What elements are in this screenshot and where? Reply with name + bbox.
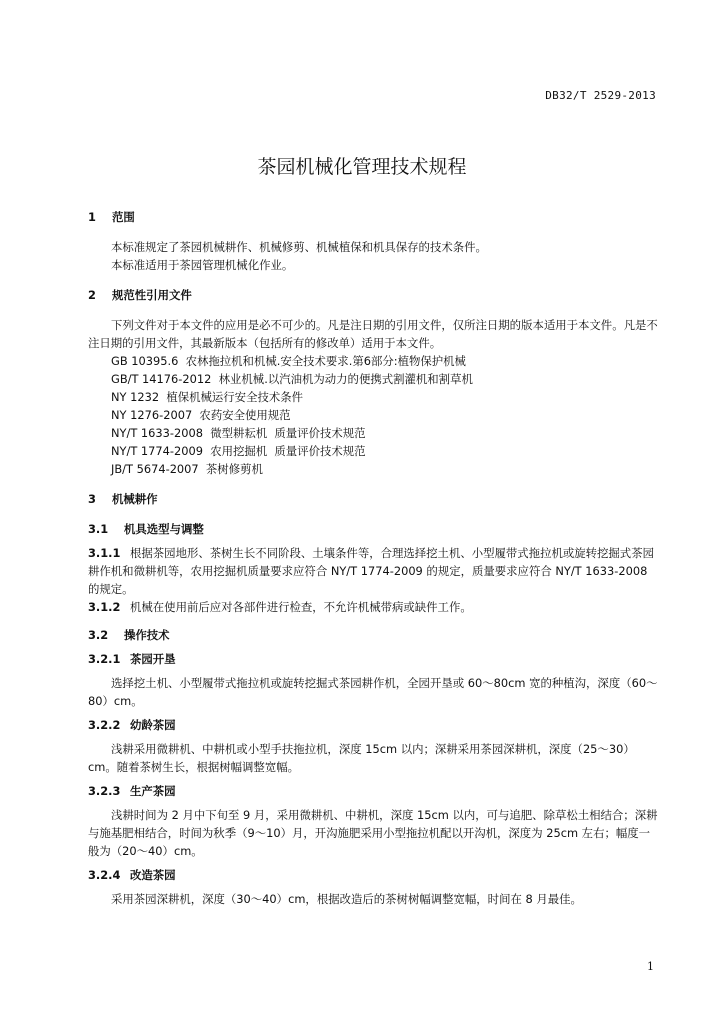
clause-heading-3-2-4: 3.2.4 改造茶园 [88,868,176,882]
clause-heading-3-2-2: 3.2.2 幼龄茶园 [88,718,176,732]
reference-item: JB/T 5674-2007 茶树修剪机 [111,462,263,476]
document-body [88,208,658,908]
page-number: 1 [647,960,654,973]
subsection-heading-3-2: 3.2 操作技术 [88,628,170,642]
section-heading-3: 3 机械耕作 [88,492,158,506]
clause-3-1-1: 3.1.1 根据茶园地形、茶树生长不同阶段、土壤条件等，合理选择挖土机、小型履带式拖拉机或旋转挖掘式茶园耕作机和微耕机等，农用挖掘机质量要求应符合 NY/T 1774-2009 的规定，质量要求应符合 NY/T 1633-2008 的规定。 [88,546,654,596]
reference-item: GB/T 14176-2012 林业机械.以汽油机为动力的便携式割灌机和割草机 [111,372,473,386]
standard-code: DB32/T 2529-2013 [545,89,656,102]
clause-3-1-2: 3.1.2 机械在使用前后应对各部件进行检查，不允许机械带病或缺件工作。 [88,600,472,614]
paragraph: 本标准适用于茶园管理机械化作业。 [111,258,294,272]
reference-item: GB 10395.6 农林拖拉机和机械.安全技术要求.第6部分:植物保护机械 [111,354,466,368]
paragraph: 下列文件对于本文件的应用是必不可少的。凡是注日期的引用文件，仅所注日期的版本适用于本文件。凡是不注日期的引用文件，其最新版本（包括所有的修改单）适用于本文件。 [88,318,658,350]
paragraph: 选择挖土机、小型履带式拖拉机或旋转挖掘式茶园耕作机，全园开垦或 60～80cm 宽的种植沟，深度（60～80）cm。 [88,676,658,708]
paragraph: 本标准规定了茶园机械耕作、机械修剪、机械植保和机具保存的技术条件。 [111,240,487,254]
paragraph: 浅耕时间为 2 月中下旬至 9 月，采用微耕机、中耕机，深度 15cm 以内，可与追肥、除草松土相结合；深耕与施基肥相结合，时间为秋季（9～10）月，开沟施肥采用小型拖拉机配以开沟机，深度为 25cm 左右；幅度一般为（20～40）cm。 [88,808,658,858]
subsection-heading-3-1: 3.1 机具选型与调整 [88,522,204,536]
section-heading-1: 1 范围 [88,210,135,224]
clause-heading-3-2-3: 3.2.3 生产茶园 [88,784,176,798]
section-heading-2: 2 规范性引用文件 [88,288,192,302]
document-title: 茶园机械化管理技术规程 [257,156,467,178]
reference-item: NY 1276-2007 农药安全使用规范 [111,408,291,422]
clause-heading-3-2-1: 3.2.1 茶园开垦 [88,652,176,666]
reference-item: NY 1232 植保机械运行安全技术条件 [111,390,304,404]
reference-item: NY/T 1633-2008 微型耕耘机 质量评价技术规范 [111,426,366,440]
paragraph: 浅耕采用微耕机、中耕机或小型手扶拖拉机，深度 15cm 以内；深耕采用茶园深耕机，深度（25～30）cm。随着茶树生长，根据树幅调整宽幅。 [88,742,635,774]
reference-item: NY/T 1774-2009 农用挖掘机 质量评价技术规范 [111,444,366,458]
paragraph: 采用茶园深耕机，深度（30～40）cm，根据改造后的茶树树幅调整宽幅，时间在 8 月最佳。 [111,892,582,906]
